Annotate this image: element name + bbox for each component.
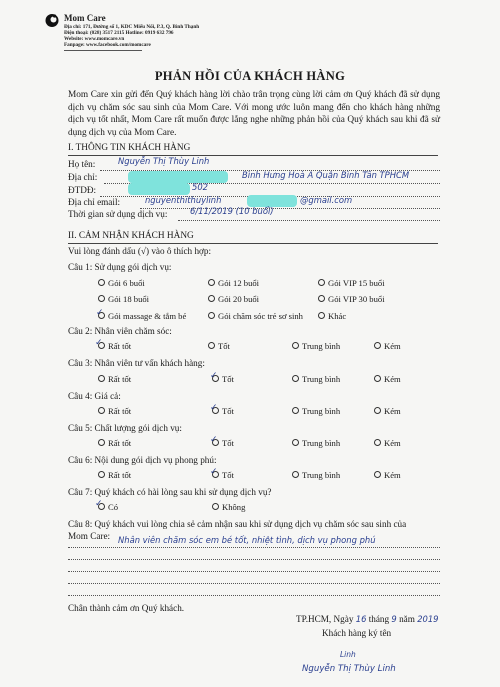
q3-label: Câu 3: Nhân viên tư vấn khách hàng: bbox=[68, 358, 205, 368]
q6-average[interactable]: Trung bình bbox=[292, 470, 340, 480]
name-label: Họ tên: bbox=[68, 159, 96, 169]
header-website: Website: www.momcare.vn bbox=[64, 36, 125, 42]
signature-name: Nguyễn Thị Thùy Linh bbox=[302, 664, 396, 674]
q5-average[interactable]: Trung bình bbox=[292, 438, 340, 448]
q4-average[interactable]: Trung bình bbox=[292, 406, 340, 416]
q8-line-5 bbox=[68, 595, 440, 596]
radio-icon bbox=[318, 279, 325, 286]
sign-label: Khách hàng ký tên bbox=[322, 628, 392, 638]
header-phone: Điện thoại: (028) 3517 2115 Hotline: 0919 632 796 bbox=[64, 30, 174, 36]
q5-label: Câu 5: Chất lượng gói dịch vụ: bbox=[68, 423, 182, 433]
section2-rule bbox=[68, 243, 438, 244]
q8-line-3 bbox=[68, 571, 440, 572]
q8-line-4 bbox=[68, 583, 440, 584]
q5-check-mark-icon: ✓ bbox=[210, 435, 218, 445]
q1-check-mark-icon: ✓ bbox=[96, 308, 104, 318]
q3-check-mark-icon: ✓ bbox=[210, 371, 218, 381]
q6-good[interactable]: Tốt bbox=[212, 470, 234, 480]
q2-check-mark-icon: ✓ bbox=[95, 338, 103, 348]
radio-icon bbox=[208, 279, 215, 286]
mom-care-logo-icon bbox=[44, 12, 60, 28]
time-value: 6/11/2019 (10 buổi) bbox=[190, 206, 274, 216]
radio-icon bbox=[292, 375, 299, 382]
address-value: Bình Hưng Hoà A Quận Bình Tân TPHCM bbox=[242, 170, 410, 180]
q4-very-good[interactable]: Rất tốt bbox=[98, 406, 131, 416]
radio-icon bbox=[318, 295, 325, 302]
address-label: Địa chỉ: bbox=[68, 172, 98, 182]
radio-icon bbox=[98, 471, 105, 478]
q8-answer: Nhân viên chăm sóc em bé tốt, nhiệt tình, dịch vụ phong phú bbox=[118, 535, 376, 545]
signature-mark: Linh bbox=[340, 650, 356, 659]
q3-poor[interactable]: Kém bbox=[374, 374, 401, 384]
email-value: nguyenthithuylinh bbox=[145, 195, 222, 205]
q4-label: Câu 4: Giá cả: bbox=[68, 391, 121, 401]
q8-label: Câu 8: Quý khách vui lòng chia sẻ cảm nhận sau khi sử dụng dịch vụ chăm sóc sau sinh của Mom Care: bbox=[68, 519, 407, 541]
q2-average[interactable]: Trung bình bbox=[292, 341, 340, 351]
radio-icon bbox=[374, 407, 381, 414]
radio-icon bbox=[292, 439, 299, 446]
q1-option-6[interactable]: Gói 6 buổi bbox=[98, 278, 145, 288]
q5-good[interactable]: Tốt bbox=[212, 438, 234, 448]
q7-label: Câu 7: Quý khách có hài lòng sau khi sử dụng dịch vụ? bbox=[68, 487, 272, 497]
radio-icon bbox=[318, 312, 325, 319]
date-year: 2019 bbox=[417, 614, 439, 624]
q7-no[interactable]: Không bbox=[212, 502, 245, 512]
q2-good[interactable]: Tốt bbox=[208, 341, 230, 351]
q2-poor[interactable]: Kém bbox=[374, 341, 401, 351]
q3-average[interactable]: Trung bình bbox=[292, 374, 340, 384]
radio-icon bbox=[292, 471, 299, 478]
q2-label: Câu 2: Nhân viên chăm sóc: bbox=[68, 326, 172, 336]
phone-value: 502 bbox=[192, 182, 208, 192]
q1-option-vip15[interactable]: Gói VIP 15 buổi bbox=[318, 278, 385, 288]
phone-label: ĐTDĐ: bbox=[68, 185, 97, 195]
q4-poor[interactable]: Kém bbox=[374, 406, 401, 416]
email-line bbox=[140, 208, 440, 209]
email-label: Địa chỉ email: bbox=[68, 197, 121, 207]
q1-option-20[interactable]: Gói 20 buổi bbox=[208, 294, 259, 304]
radio-icon bbox=[292, 407, 299, 414]
radio-icon bbox=[98, 439, 105, 446]
section2-heading: II. CẢM NHẬN KHÁCH HÀNG bbox=[68, 231, 194, 241]
radio-icon bbox=[374, 471, 381, 478]
q5-poor[interactable]: Kém bbox=[374, 438, 401, 448]
intro-paragraph: Mom Care xin gửi đến Quý khách hàng lời chào trân trọng cùng lời cảm ơn Quý khách đã sử dụng dịch vụ chăm sóc sau sinh của Mom Care. Với mong ước luôn mang đến cho khách hàng những dịch vụ tốt nhất, Mom Care rất muốn được lắng nghe những phản hồi của Quý khách sau khi đã sử dụng dịch vụ của Mom Care. bbox=[68, 90, 440, 138]
name-value: Nguyễn Thị Thùy Linh bbox=[118, 156, 210, 166]
q4-good[interactable]: Tốt bbox=[212, 406, 234, 416]
q1-option-vip30[interactable]: Gói VIP 30 buổi bbox=[318, 294, 385, 304]
q6-very-good[interactable]: Rất tốt bbox=[98, 470, 131, 480]
radio-icon bbox=[208, 342, 215, 349]
radio-icon bbox=[98, 279, 105, 286]
radio-icon bbox=[208, 312, 215, 319]
redacted-address bbox=[128, 171, 228, 183]
q3-very-good[interactable]: Rất tốt bbox=[98, 374, 131, 384]
q1-option-18[interactable]: Gói 18 buổi bbox=[98, 294, 149, 304]
instruction: Vui lòng đánh dấu (√) vào ô thích hợp: bbox=[68, 246, 212, 256]
page-title: PHẢN HỒI CỦA KHÁCH HÀNG bbox=[154, 69, 346, 83]
q6-check-mark-icon: ✓ bbox=[210, 467, 218, 477]
time-line bbox=[178, 220, 440, 221]
email-suffix: @gmail.com bbox=[300, 195, 353, 205]
radio-icon bbox=[98, 295, 105, 302]
q1-option-12[interactable]: Gói 12 buổi bbox=[208, 278, 259, 288]
q8-line-2 bbox=[68, 559, 440, 560]
q4-check-mark-icon: ✓ bbox=[210, 403, 218, 413]
radio-icon bbox=[98, 375, 105, 382]
q1-option-newborn[interactable]: Gói chăm sóc trẻ sơ sinh bbox=[208, 311, 303, 321]
thanks-text: Chân thành cảm ơn Quý khách. bbox=[68, 603, 185, 613]
q2-very-good[interactable]: Rất tốt bbox=[98, 341, 131, 351]
date-line: TP.HCM, Ngày 16 tháng 9 năm 2019 bbox=[296, 614, 439, 624]
time-label: Thời gian sử dụng dịch vụ: bbox=[68, 209, 168, 219]
q7-yes[interactable]: Có bbox=[98, 502, 118, 512]
brand-name: Mom Care bbox=[64, 13, 106, 23]
radio-icon bbox=[292, 342, 299, 349]
q8-line-1 bbox=[68, 547, 440, 548]
q1-option-other[interactable]: Khác bbox=[318, 311, 346, 321]
q7-check-mark-icon: ✓ bbox=[95, 499, 103, 509]
radio-icon bbox=[212, 503, 219, 510]
header-divider bbox=[64, 50, 142, 51]
section1-heading: I. THÔNG TIN KHÁCH HÀNG bbox=[68, 143, 191, 153]
header-address: Địa chỉ: 171, Đường số 1, KDC Miếu Nổi, P.3, Q. Bình Thạnh bbox=[64, 24, 200, 30]
redacted-phone bbox=[128, 183, 190, 195]
q5-very-good[interactable]: Rất tốt bbox=[98, 438, 131, 448]
q1-option-massage[interactable]: Gói massage & tắm bé bbox=[98, 311, 186, 321]
radio-icon bbox=[374, 342, 381, 349]
header-fanpage: Fanpage: www.facebook.com/momcare bbox=[64, 42, 151, 48]
q6-poor[interactable]: Kém bbox=[374, 470, 401, 480]
date-month: 9 bbox=[391, 614, 397, 624]
radio-icon bbox=[374, 375, 381, 382]
q1-label: Câu 1: Sử dụng gói dịch vụ: bbox=[68, 262, 172, 272]
radio-icon bbox=[374, 439, 381, 446]
date-day: 16 bbox=[355, 614, 367, 624]
radio-icon bbox=[98, 407, 105, 414]
q3-good[interactable]: Tốt bbox=[212, 374, 234, 384]
q6-label: Câu 6: Nội dung gói dịch vụ phong phú: bbox=[68, 455, 217, 465]
radio-icon bbox=[208, 295, 215, 302]
